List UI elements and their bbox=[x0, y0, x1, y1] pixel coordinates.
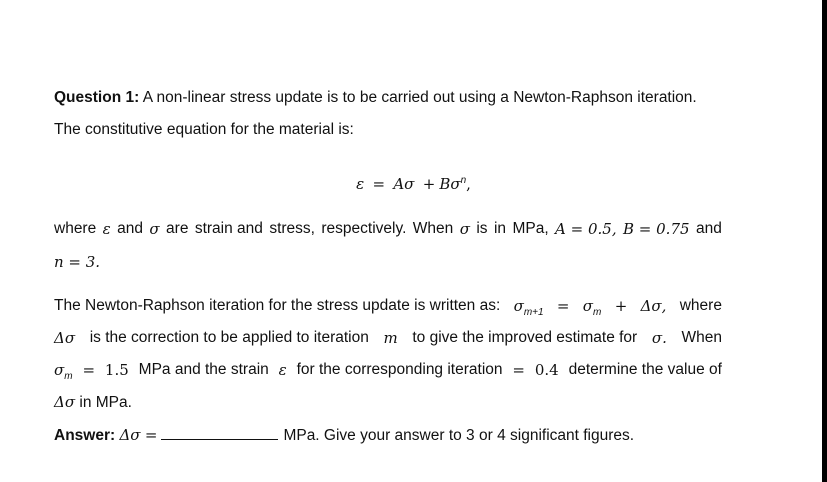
eq-comma: , bbox=[466, 175, 471, 194]
final-text: in MPa. bbox=[79, 394, 132, 411]
where-strain-and: strain and bbox=[194, 220, 263, 237]
n-value: n = 3. bbox=[54, 253, 101, 271]
newton-line bbox=[54, 296, 722, 323]
constitutive-line: The constitutive equation for the material is: bbox=[54, 121, 354, 138]
question-intro: A non-linear stress update is to be carried out using a Newton-Raphson iteration. bbox=[142, 89, 697, 106]
sigma-text-2: for the corresponding iteration bbox=[296, 361, 503, 378]
answer-equals: = bbox=[144, 426, 158, 444]
newton-sigma-m-sub: m bbox=[593, 307, 602, 319]
where-when: When bbox=[412, 220, 454, 237]
newton-text: The Newton-Raphson iteration for the stress update is written as: bbox=[54, 297, 501, 314]
eq-epsilon: ε bbox=[356, 175, 365, 194]
newton-sigma-m: σ bbox=[582, 297, 594, 315]
final-delta: Δσ bbox=[54, 393, 76, 411]
question-intro-line bbox=[54, 88, 697, 108]
where-is: is bbox=[476, 220, 488, 237]
eq-term1: Aσ bbox=[393, 175, 415, 194]
newton-where: where bbox=[679, 297, 722, 314]
answer-label: Answer: bbox=[54, 427, 116, 444]
where-sigma-2: σ bbox=[459, 220, 470, 238]
where-a-value: A = 0.5, bbox=[555, 220, 617, 238]
newton-sigma-next: σ bbox=[513, 297, 524, 315]
strain-value: 0.4 bbox=[534, 361, 559, 379]
where-in: in bbox=[493, 220, 507, 237]
final-line bbox=[54, 392, 132, 413]
correction-when: When bbox=[681, 329, 722, 346]
correction-sigma: σ. bbox=[651, 329, 667, 347]
eq-exponent: n bbox=[460, 175, 467, 186]
sigma-m-sub: m bbox=[64, 371, 73, 383]
newton-sigma-next-sub: m+1 bbox=[523, 307, 544, 319]
where-and: and bbox=[117, 220, 143, 237]
where-and-2: and bbox=[695, 220, 722, 237]
newton-equals: = bbox=[556, 297, 570, 315]
question-label: Question 1: bbox=[54, 89, 140, 106]
sigma-text-3: determine the value of bbox=[568, 361, 722, 378]
where-are: are bbox=[166, 220, 189, 237]
where-mpa: MPa, bbox=[512, 220, 549, 237]
where-epsilon: ε bbox=[102, 220, 111, 238]
answer-line bbox=[54, 425, 634, 446]
newton-delta: Δσ, bbox=[640, 297, 667, 315]
where-word: where bbox=[54, 220, 97, 237]
eq-equals: = bbox=[372, 175, 386, 194]
where-line bbox=[54, 219, 722, 239]
eq-plus: + bbox=[422, 175, 436, 194]
sigma-equals-2: = bbox=[512, 361, 525, 379]
sigma-value: 1.5 bbox=[104, 361, 129, 379]
answer-delta: Δσ bbox=[119, 426, 141, 444]
eq-term2: Bσ bbox=[439, 175, 461, 194]
correction-m: m bbox=[383, 329, 398, 347]
sigma-m: σ bbox=[54, 361, 65, 379]
sigma-equals: = bbox=[82, 361, 96, 379]
correction-line bbox=[54, 328, 722, 348]
answer-suffix: MPa. Give your answer to 3 or 4 significant figures. bbox=[283, 427, 635, 444]
constitutive-equation bbox=[0, 170, 827, 196]
correction-text-1: is the correction to be applied to iteration bbox=[89, 329, 369, 346]
where-sigma: σ bbox=[149, 220, 160, 238]
where-respectively: respectively. bbox=[321, 220, 407, 237]
newton-plus: + bbox=[614, 297, 628, 315]
sigma-text-1: MPa and the strain bbox=[138, 361, 269, 378]
n-line bbox=[54, 252, 100, 273]
right-edge-bar bbox=[822, 0, 827, 482]
answer-input-blank[interactable] bbox=[161, 427, 278, 440]
sigma-line bbox=[54, 360, 722, 387]
sigma-epsilon: ε bbox=[278, 361, 287, 379]
where-b-value: B = 0.75 bbox=[623, 220, 690, 238]
correction-text-2: to give the improved estimate for bbox=[412, 329, 638, 346]
correction-delta: Δσ bbox=[54, 329, 76, 347]
where-stress: stress, bbox=[269, 220, 315, 237]
